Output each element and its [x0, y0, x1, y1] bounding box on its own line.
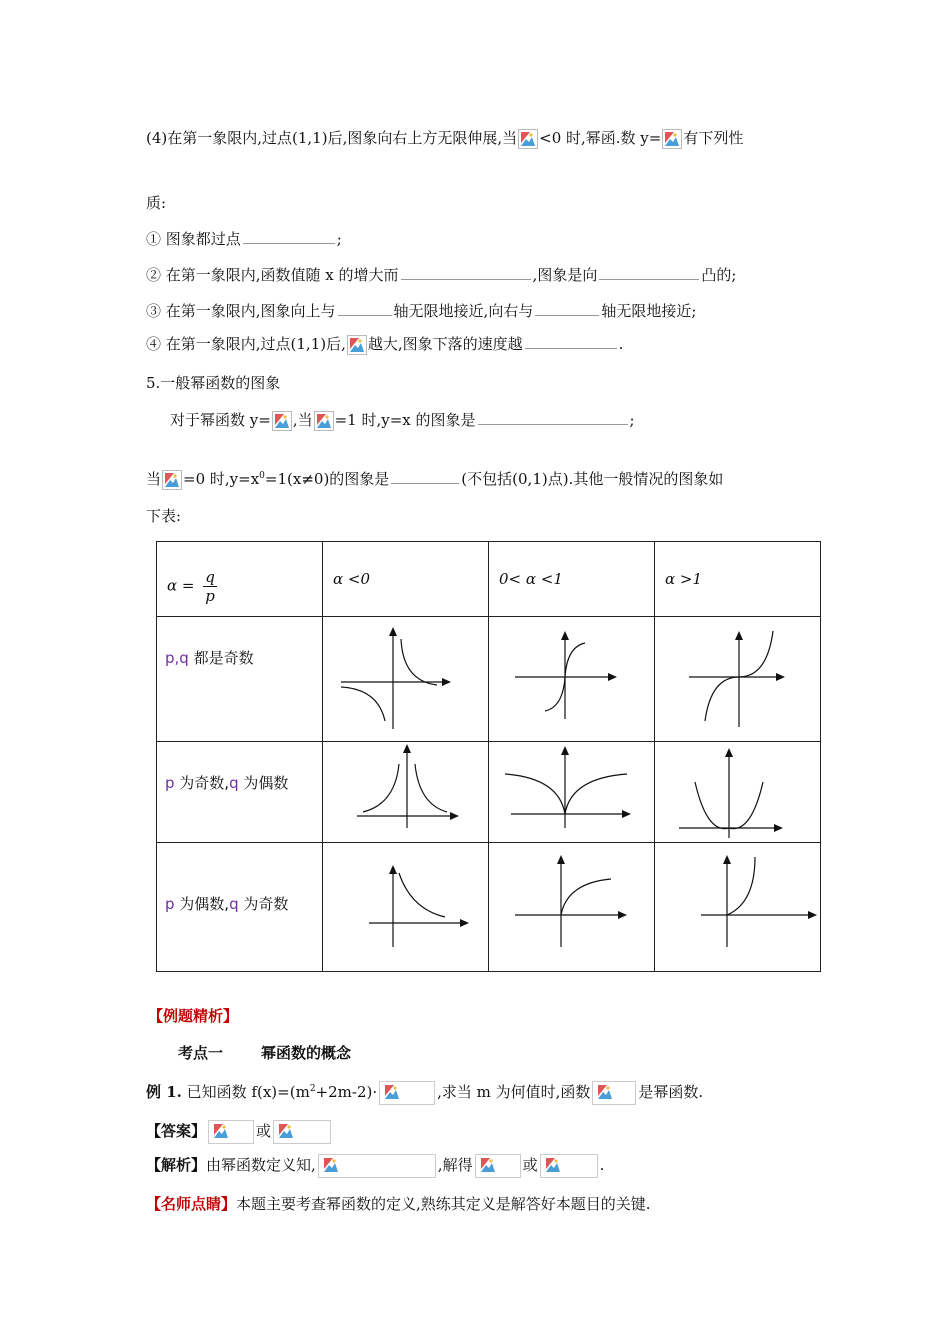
graph-odd-odd-negative [323, 617, 488, 741]
graph-cell [489, 617, 655, 742]
formula-image-icon [347, 335, 367, 355]
text: 考点一 [178, 1044, 224, 1062]
frac-denominator: p [205, 587, 215, 605]
text: ④ 在第一象限内,过点(1,1)后, [146, 335, 346, 353]
text: 0 [259, 471, 265, 481]
property-line-1 [146, 127, 743, 149]
text: (4)在第一象限内,过点(1,1)后,图象向右上方无限伸展,当 [146, 129, 518, 147]
property-item-3 [146, 300, 696, 322]
text: ① 图象都过点 [146, 230, 241, 248]
text: 都是奇数 [188, 649, 254, 667]
section-title [146, 372, 280, 394]
text: . [618, 335, 624, 353]
text: (不包括(0,1)点).其他一般情况的图象如 [461, 470, 724, 488]
header-cell [489, 542, 655, 617]
text: 为奇数, [174, 774, 230, 792]
text: ; [336, 230, 342, 248]
text: 或 [522, 1156, 538, 1174]
fill-blank[interactable] [401, 267, 531, 280]
fill-blank[interactable] [338, 303, 392, 316]
graph-cell [655, 843, 821, 972]
text: 幂函数的概念 [261, 1044, 352, 1062]
formula-image-icon [540, 1154, 598, 1178]
graph-odd-odd-between [489, 617, 654, 741]
header-cell [323, 542, 489, 617]
graph-cell [489, 843, 655, 972]
text: 为偶数, [174, 895, 230, 913]
formula-image-icon [662, 129, 682, 149]
text: =1(x≠0)的图象是 [264, 470, 390, 488]
formula-image-icon [518, 129, 538, 149]
graph-even-odd-greater [655, 843, 820, 971]
answer-line [146, 1120, 333, 1144]
text: 有下列性 [683, 129, 744, 147]
graph-odd-even-greater [655, 742, 820, 842]
formula-image-icon [318, 1154, 436, 1178]
text: 越大,图象下落的速度越 [367, 335, 523, 353]
formula-image-icon [273, 1120, 331, 1144]
header-alpha-negative: α <0 [333, 570, 371, 588]
property-item-1 [146, 228, 342, 250]
frac-numerator: q [205, 568, 215, 586]
text: 2 [309, 1084, 316, 1094]
row-label-cell [157, 742, 323, 843]
formula-image-icon [272, 411, 292, 431]
text: 已知函数 f(x)=(m [186, 1083, 310, 1101]
text: . [599, 1156, 605, 1174]
text: 5.一般幂函数的图象 [146, 374, 281, 392]
header-cell [157, 542, 323, 617]
text: <0 时,幂函.数 y= [539, 129, 662, 147]
text: ,图象是向 [532, 266, 598, 284]
row-label [165, 893, 288, 914]
property-line-2 [146, 192, 166, 214]
text: 当 [146, 470, 162, 488]
text: 为偶数 [238, 774, 289, 792]
text: p [165, 774, 175, 792]
text: =1 时,y=x 的图象是 [334, 411, 476, 429]
text: ,求当 m 为何值时,函数 [437, 1083, 591, 1101]
graph-even-odd-between [489, 843, 654, 971]
formula-image-icon [475, 1154, 521, 1178]
text: 为奇数 [238, 895, 289, 913]
section5-line-1 [170, 409, 635, 431]
text: 【答案】 [146, 1122, 207, 1140]
formula-image-icon [208, 1120, 254, 1144]
fill-blank[interactable] [525, 336, 617, 349]
graph-odd-even-between [489, 742, 654, 842]
power-function-table [156, 541, 821, 972]
text: 由幂函数定义知, [206, 1156, 316, 1174]
fill-blank[interactable] [391, 471, 459, 484]
analysis-line [146, 1154, 604, 1178]
row-label-cell [157, 843, 323, 972]
graph-cell [655, 742, 821, 843]
text: 轴无限地接近; [601, 302, 697, 320]
text: +2m-2)· [315, 1083, 378, 1101]
fill-blank[interactable] [478, 412, 628, 425]
header-alpha-greater: α >1 [665, 570, 703, 588]
text: p [165, 895, 175, 913]
text: q [229, 774, 239, 792]
property-item-2 [146, 264, 736, 286]
formula-image-icon [314, 411, 334, 431]
formula-image-icon [379, 1081, 435, 1105]
text: 下表: [146, 507, 182, 525]
graph-odd-even-negative [323, 742, 488, 842]
graph-odd-odd-greater [655, 617, 820, 741]
alpha-definition [167, 568, 217, 605]
row-label [165, 647, 254, 668]
graph-even-odd-negative [323, 843, 488, 971]
text: 凸的; [701, 266, 737, 284]
section-header: 【例题精析】 [148, 1007, 239, 1025]
fill-blank[interactable] [535, 303, 599, 316]
text: ② 在第一象限内,函数值随 x 的增大而 [146, 266, 399, 284]
header-alpha-between: 0< α <1 [499, 570, 563, 588]
formula-image-icon [162, 470, 182, 490]
text: 【解析】 [146, 1156, 207, 1174]
formula-image-icon [592, 1081, 636, 1105]
fill-blank[interactable] [599, 267, 699, 280]
text: ,当 [292, 411, 313, 429]
text: 【名师点睛】 [146, 1195, 237, 1213]
text: 或 [256, 1122, 272, 1140]
section5-line-2 [146, 465, 723, 490]
text: ,解得 [437, 1156, 473, 1174]
text: 对于幂函数 y= [170, 411, 271, 429]
graph-cell [489, 742, 655, 843]
tip-line [146, 1193, 651, 1215]
text: ; [629, 411, 635, 429]
row-label [165, 772, 288, 793]
text: p,q [165, 649, 189, 667]
row-label-cell [157, 617, 323, 742]
property-item-4 [146, 333, 623, 355]
text: α = [167, 576, 195, 595]
text: =0 时,y=x [183, 470, 260, 488]
section5-line-3 [146, 505, 181, 527]
example-1 [146, 1078, 703, 1105]
text: 例 1. [146, 1083, 182, 1101]
header-cell [655, 542, 821, 617]
fill-blank[interactable] [243, 231, 335, 244]
graph-cell [655, 617, 821, 742]
text: 本题主要考查幂函数的定义,熟练其定义是解答好本题目的关键. [236, 1195, 651, 1213]
text: 轴无限地接近,向右与 [393, 302, 534, 320]
text: 质: [146, 194, 167, 212]
text: 是幂函数. [638, 1083, 704, 1101]
graph-cell [323, 742, 489, 843]
text: ③ 在第一象限内,图象向上与 [146, 302, 336, 320]
point-heading [178, 1042, 351, 1064]
text: q [229, 895, 239, 913]
graph-cell [323, 617, 489, 742]
graph-cell [323, 843, 489, 972]
